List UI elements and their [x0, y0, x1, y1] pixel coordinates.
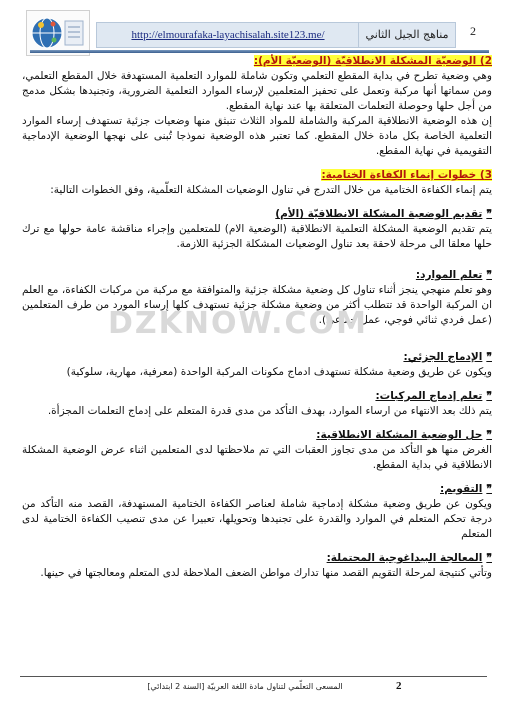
step-text: ويكون عن طريق وضعية مشكلة تستهدف ادماج مكونات المركبة الواحدة (معرفية، مهارية، سلوكية) — [66, 366, 492, 378]
step-title: تعلم الموارد: — [415, 269, 483, 281]
section-2-heading: 2) الوضعيّة المشكلة الانطلاقيّة (الوضعيّة الأم): — [253, 55, 492, 67]
quote-mark-icon: ❞ — [486, 429, 492, 441]
step-6 — [22, 482, 492, 542]
quote-mark-icon: ❞ — [486, 351, 492, 363]
step-text: ويكون عن طريق وضعية مشكلة إدماجية شاملة لعناصر الكفاءة الختامية المستهدفة، القصد منه التأكد من درجة تحكم المتعلم في الموارد والقدرة على تجنيدها وتحويلها، تعبيرا عن مدى تنصيب الكفاءة الختامية لدى المتعلم — [22, 498, 492, 540]
quote-mark-icon: ❞ — [486, 483, 492, 495]
footer-caption: المسعى التعلّمي لتناول مادة اللغة العربيّة [السنة 2 ابتدائي] — [147, 682, 343, 691]
header-divider — [30, 50, 489, 53]
step-1 — [22, 207, 492, 252]
quote-mark-icon: ❞ — [486, 390, 492, 402]
step-title: الإدماج الجزئي: — [403, 351, 483, 363]
footer-divider — [20, 676, 487, 677]
quote-mark-icon: ❞ — [486, 208, 492, 220]
step-text: يتم ذلك بعد الانتهاء من ارساء الموارد، بهدف التأكد من مدى قدرة المتعلم على إدماج التعلمات المجزأة. — [47, 405, 492, 417]
quote-mark-icon: ❞ — [486, 552, 492, 564]
step-title: تعلم إدماج المركبات: — [375, 390, 483, 402]
step-title: حل الوضعية المشكلة الانطلاقية: — [316, 429, 483, 441]
section-2-paragraph-1: وهي وضعية تطرح في بداية المقطع التعلمي وتكون شاملة للموارد التعلمية المستهدفة خلال المقطع التعلمي، ومن سماتها أنها مركبة وتعمل على تحفيز المتعلمين لإرساء الموارد التعلمية الضرورية، وتجنيدها بشكل مدمج من أجل حلها وحوصلة التعلمات المتعلقة بها عند نهاية المقطع. — [22, 70, 492, 112]
footer-page-number: 2 — [396, 680, 402, 692]
step-title: تقديم الوضعية المشكلة الانطلاقيّة (الأم) — [275, 208, 483, 220]
quote-mark-icon: ❞ — [486, 269, 492, 281]
globe-logo-icon — [27, 11, 89, 55]
site-url-link[interactable]: http://elmourafaka-layachisalah.site123.me/ — [96, 22, 360, 48]
section-3-intro: يتم إنماء الكفاءة الختامية من خلال التدرج في تناول الوضعيات المشكلة التعلّمية، وفق الخطوات التالية: — [50, 184, 492, 196]
step-5 — [22, 428, 492, 473]
step-text: وتأتي كنتيجة لمرحلة التقويم القصد منها تدارك مواطن الضعف الملاحظة لدى المتعلم ومعالجتها في حينها. — [40, 567, 492, 579]
section-3-heading: 3) خطوات إنماء الكفاءة الختامية: — [321, 169, 492, 181]
step-7 — [22, 551, 492, 581]
step-title: التقويم: — [440, 483, 483, 495]
section-2-paragraph-2: إن هذه الوضعية الانطلاقية المركبة والشاملة للمواد الثلاث تنبثق منها وضعيات جزئية تستهدف إرساء الموارد التعلمية الخاصة بكل مادة خلال المقطع. كما تعتبر هذه الوضعية نموذجا تُبنى على نهجها الوضعية الإدماجية التقويمية في نهاية المقطع. — [22, 115, 492, 157]
curriculum-title: مناهج الجيل الثاني — [358, 22, 456, 48]
step-3 — [22, 350, 492, 380]
header-page-number: 2 — [470, 24, 476, 38]
step-4 — [22, 389, 492, 419]
step-text: وهو تعلم منهجي ينجز أثناء تناول كل وضعية مشكلة جزئية والمتوافقة مع مركبة من مركبات الكفاءة، مع العلم ان المركبة الواحدة قد تتطلب أكثر من وضعية مشكلة جزئية تستهدف كلها إرساء المورد من طرف المتعلمين (عمل فردي ثنائي فوجي، عمل جماعي). — [22, 284, 492, 326]
step-text: يتم تقديم الوضعية المشكلة التعلمية الانطلاقية (الوضعية الام) للمتعلمين وإجراء مناقشة عامة حولها مع ترك حلها معلقا الى مرحلة لاحقة بعد تناول الوضعيات المشكلة الجزئية اللازمة. — [22, 223, 492, 250]
watermark: DZKNOW.COM — [108, 306, 368, 341]
step-text: الغرض منها هو التأكد من مدى تجاوز العقبات التي تم ملاحظتها لدى المتعلمين اثناء عرض الوضعية المشكلة الانطلاقية في بداية المقطع. — [22, 444, 492, 471]
step-title: المعالجة البيداغوجية المحتملة: — [326, 552, 483, 564]
